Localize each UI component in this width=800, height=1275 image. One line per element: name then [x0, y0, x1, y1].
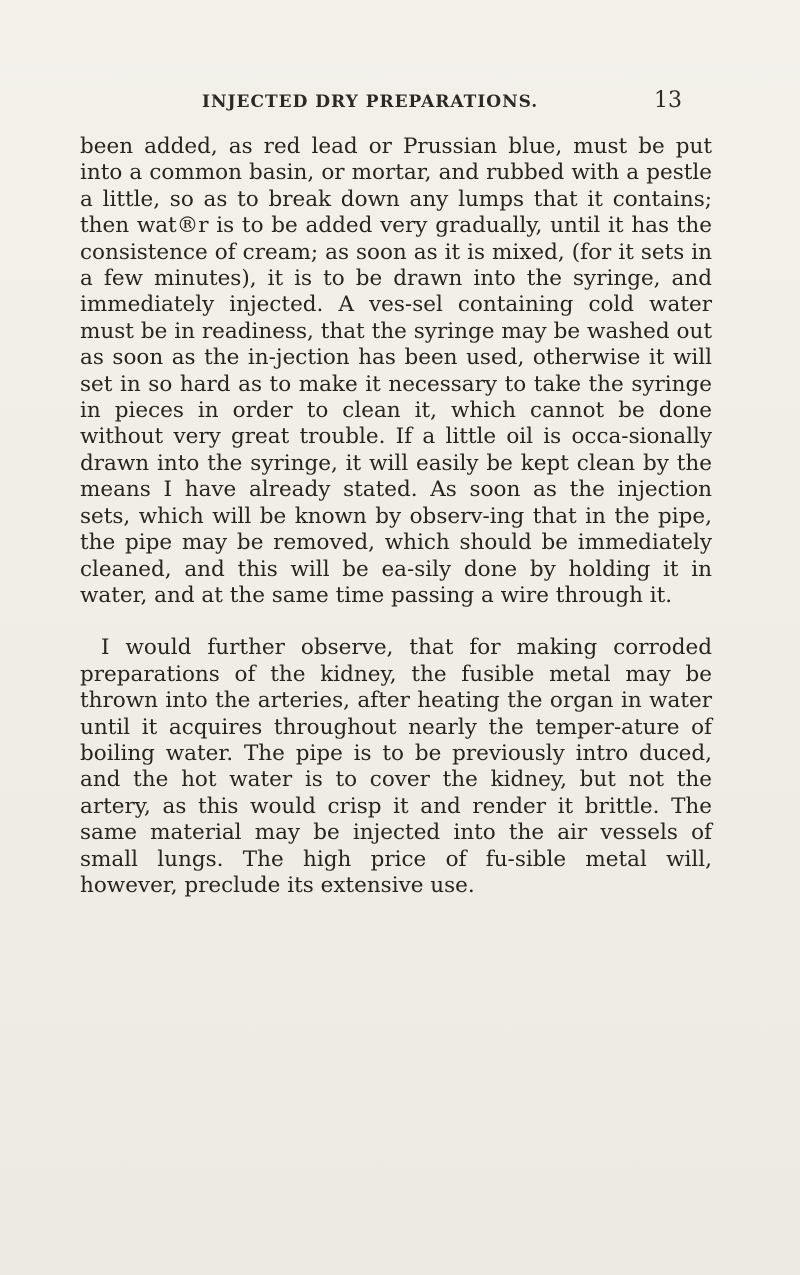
paragraph-1: been added, as red lead or Prussian blue, must be put into a common basin, or mortar, and rubbed with a pestle a little, so as to break down any lumps that it contains; then wat®r is to be added very gradually, until it has the consistence of cream; as soon as it is mixed, (for it sets in a few minutes), it is to be drawn into the syringe, and immediately injected. A ves-sel containing cold water must be in readiness, that the syringe may be washed out as soon as the in-jection has been used, otherwise it will set in so hard as to make it necessary to take the syringe in pieces in order to clean it, which cannot be done without very great trouble. If a little oil is occa-sionally drawn into the syringe, it will easily be kept clean by the means I have already stated. As soon as the injection sets, which will be known by observ-ing that in the pipe, the pipe may be removed, which should be immediately cleaned, and this will be ea-sily done by holding it in water, and at the same time passing a wire through it. [80, 134, 712, 608]
page-number: 13 [654, 88, 682, 113]
paragraph-2: I would further observe, that for making corroded preparations of the kidney, the fusible metal may be thrown into the arteries, after heating the organ in water until it acquires throughout nearly the temper-ature of boiling water. The pipe is to be previously intro duced, and the hot water is to cover the kidney, but not the artery, as this would crisp it and render it brittle. The same material may be injected into the air vessels of small lungs. The high price of fu-sible metal will, however, preclude its extensive use. [80, 635, 712, 898]
running-header-title: INJECTED DRY PREPARATIONS. [202, 92, 539, 112]
body-text [80, 134, 712, 899]
running-header [202, 88, 682, 114]
